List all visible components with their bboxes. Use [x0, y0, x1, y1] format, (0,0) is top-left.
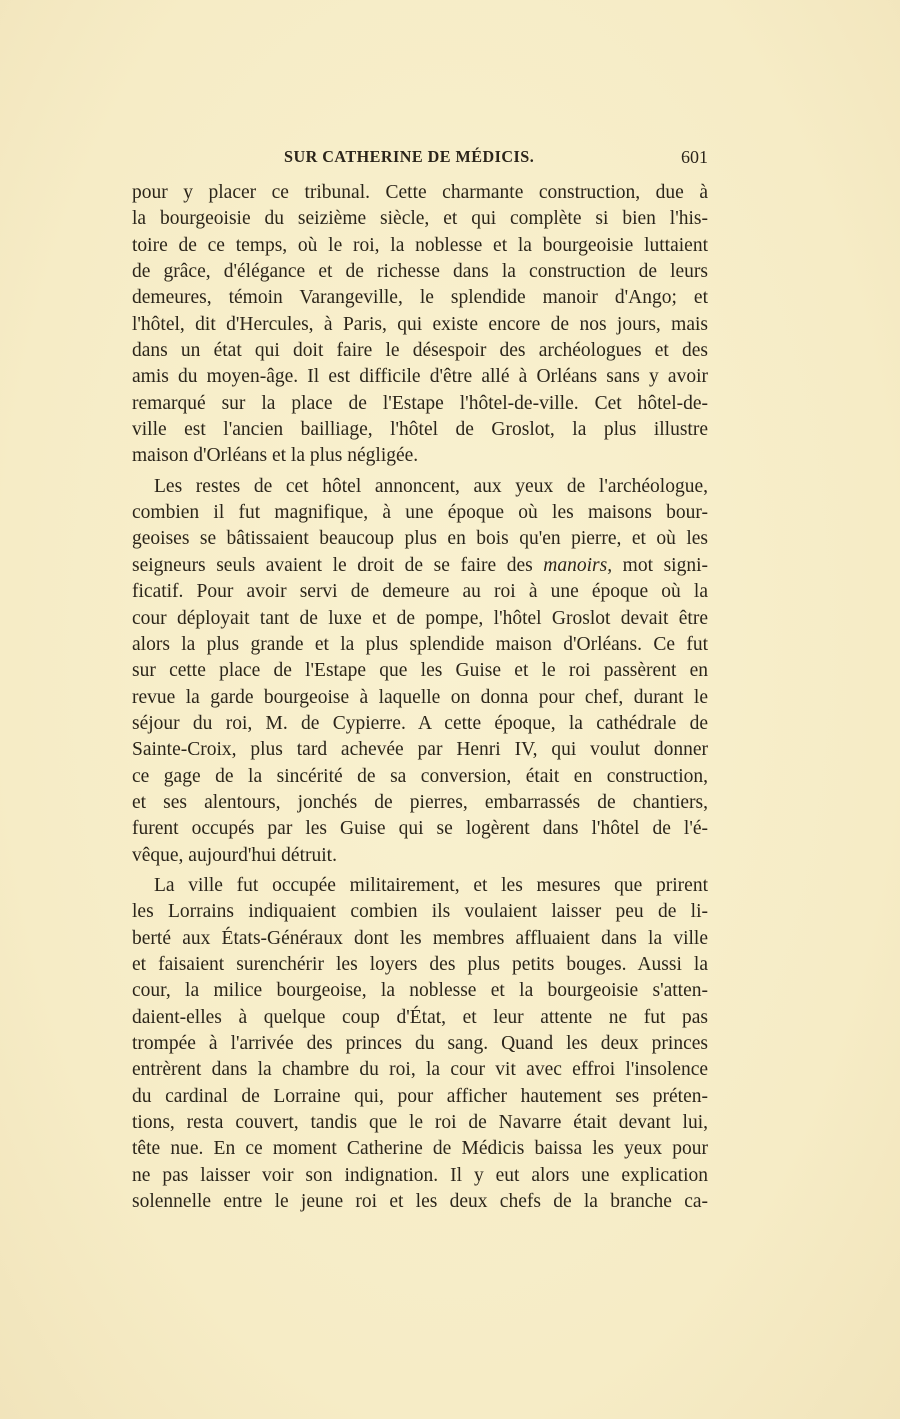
- text-line: vêque, aujourd'hui détruit.: [132, 844, 337, 866]
- body-text: [132, 180, 708, 1215]
- text-line: entrèrent dans la chambre du roi, la cour vit avec effroi l'insolence: [132, 1059, 708, 1081]
- text-line: cour déployait tant de luxe et de pompe, l'hôtel Groslot devait être: [132, 607, 708, 629]
- text-line: de grâce, d'élégance et de richesse dans la construction de leurs: [132, 261, 708, 283]
- text-line: demeures, témoin Varangeville, le splendide manoir d'Ango; et: [132, 287, 708, 309]
- text-line: trompée à l'arrivée des princes du sang. Quand les deux princes: [132, 1033, 708, 1054]
- text-line: pour y placer ce tribunal. Cette charmante construction, due à: [132, 182, 708, 203]
- text-line: ne pas laisser voir son indignation. Il y eut alors une explication: [132, 1164, 708, 1186]
- paragraph-1: [132, 180, 708, 470]
- text-line: tête nue. En ce moment Catherine de Médicis baissa les yeux pour: [132, 1138, 708, 1160]
- text-line: ce gage de la sincérité de sa conversion, était en construction,: [132, 765, 708, 787]
- text-line: combien il fut magnifique, à une époque où les maisons bour-: [132, 502, 708, 524]
- text-line: daient-elles à quelque coup d'État, et leur attente ne fut pas: [132, 1006, 708, 1028]
- text-line: [132, 553, 708, 579]
- text-line: amis du moyen-âge. Il est difficile d'être allé à Orléans sans y avoir: [132, 366, 708, 388]
- text-line: Sainte-Croix, plus tard achevée par Henri IV, qui voulut donner: [132, 739, 708, 761]
- text-line: La ville fut occupée militairement, et les mesures que prirent: [154, 874, 708, 896]
- paragraph-3: [132, 873, 708, 1215]
- text-line: furent occupés par les Guise qui se logèrent dans l'hôtel de l'é-: [132, 818, 708, 840]
- page-number: 601: [681, 147, 708, 167]
- text-line: cour, la milice bourgeoise, la noblesse et la bourgeoisie s'atten-: [132, 980, 708, 1002]
- text-line: tions, resta couvert, tandis que le roi de Navarre était devant lui,: [132, 1112, 708, 1134]
- line-text: seigneurs seuls avaient le droit de se faire des: [132, 554, 544, 576]
- italic-word: manoirs,: [543, 554, 613, 576]
- text-line: berté aux États-Généraux dont les membres affluaient dans la ville: [132, 927, 708, 949]
- text-line: dans un état qui doit faire le désespoir des archéologues et des: [132, 340, 708, 362]
- text-line: toire de ce temps, où le roi, la noblesse et la bourgeoisie luttaient: [132, 234, 708, 256]
- text-line: solennelle entre le jeune roi et les deux chefs de la branche ca-: [132, 1191, 708, 1213]
- text-line: et ses alentours, jonchés de pierres, embarrassés de chantiers,: [132, 791, 708, 813]
- line-text: mot signi-: [612, 554, 708, 576]
- text-line: les Lorrains indiquaient combien ils voulaient laisser peu de li-: [132, 901, 708, 923]
- text-line: remarqué sur la place de l'Estape l'hôtel-de-ville. Cet hôtel-de-: [132, 392, 708, 414]
- text-line: maison d'Orléans et la plus négligée.: [132, 445, 419, 467]
- text-line: et faisaient surenchérir les loyers des plus petits bouges. Aussi la: [132, 953, 708, 975]
- text-line: revue la garde bourgeoise à laquelle on donna pour chef, durant le: [132, 686, 708, 708]
- running-title: SUR CATHERINE DE MÉDICIS.: [284, 147, 535, 166]
- text-line: ficatif. Pour avoir servi de demeure au roi à une époque où la: [132, 581, 708, 603]
- text-line: sur cette place de l'Estape que les Guise et le roi passèrent en: [132, 660, 708, 682]
- text-line: Les restes de cet hôtel annoncent, aux yeux de l'archéologue,: [154, 475, 708, 497]
- text-line: geoises se bâtissaient beaucoup plus en bois qu'en pierre, et où les: [132, 528, 708, 550]
- page-header: [132, 147, 708, 171]
- text-line: la bourgeoisie du seizième siècle, et qui complète si bien l'his-: [132, 208, 708, 230]
- text-line: alors la plus grande et la plus splendide maison d'Orléans. Ce fut: [132, 633, 708, 655]
- text-line: ville est l'ancien bailliage, l'hôtel de Groslot, la plus illustre: [132, 419, 708, 441]
- paragraph-2: [132, 474, 708, 869]
- text-line: séjour du roi, M. de Cypierre. A cette époque, la cathédrale de: [132, 712, 708, 734]
- text-line: l'hôtel, dit d'Hercules, à Paris, qui existe encore de nos jours, mais: [132, 313, 708, 335]
- text-line: du cardinal de Lorraine qui, pour afficher hautement ses préten-: [132, 1085, 708, 1107]
